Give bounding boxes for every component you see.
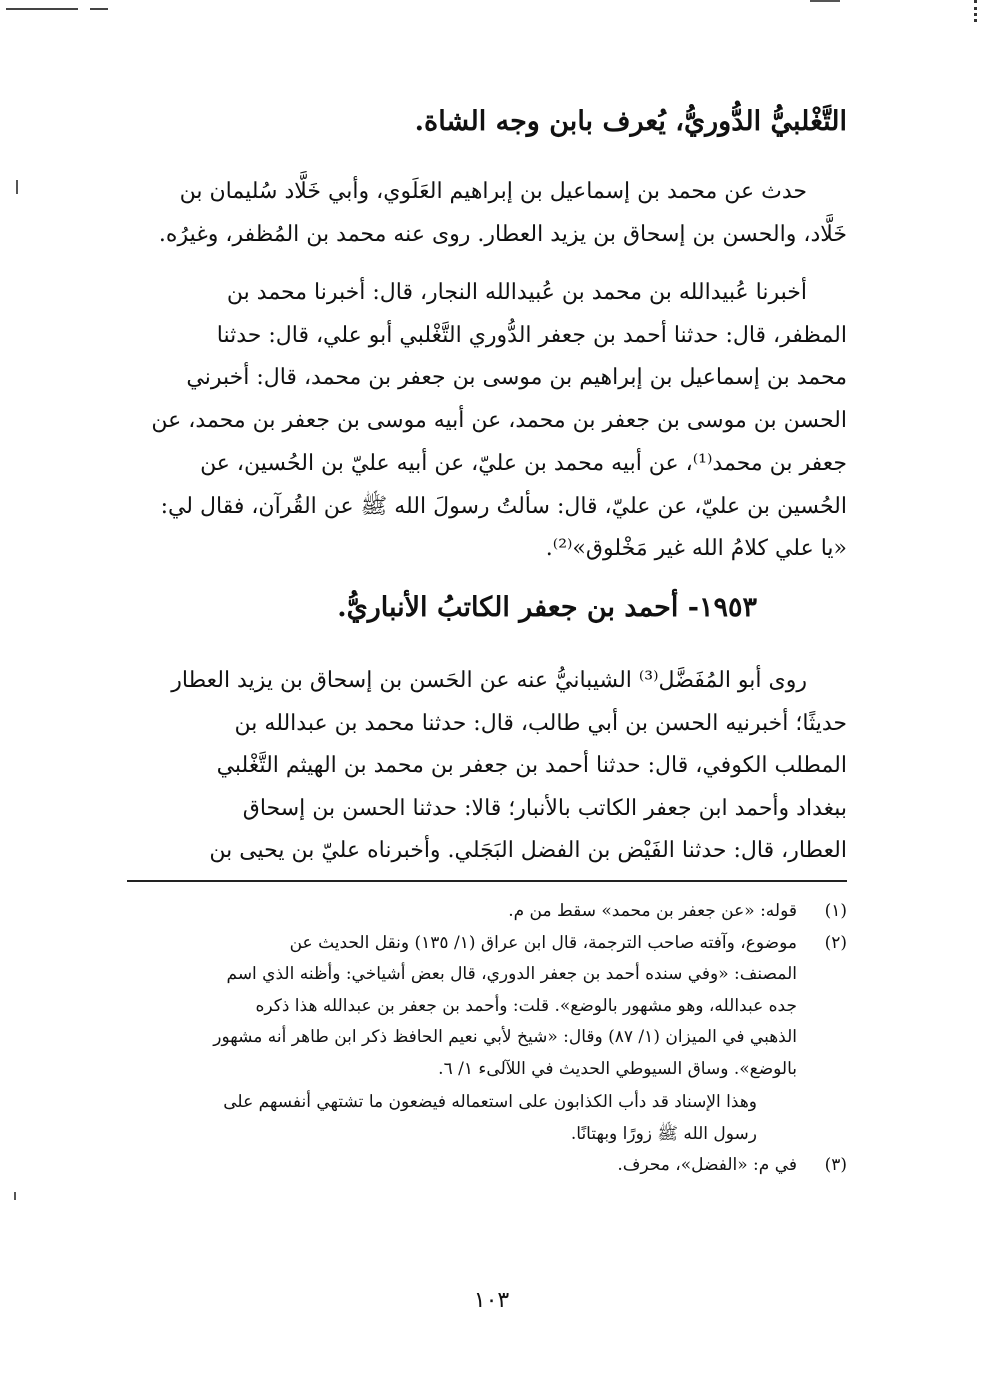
scan-artifact — [6, 8, 78, 10]
footnote-line: الذهبي في الميزان (١/ ٨٧) وقال: «شيخ لأبي نعيم الحافظ ذكر ابن طاهر أنه مشهور — [213, 1027, 797, 1047]
text-line: الحُسين بن عليّ، عن عليّ، قال: سألتُ رسولَ الله ﷺ عن القُرآن، فقال لي: — [160, 493, 847, 519]
text-line: العطار، قال: حدثنا الفَيْض بن الفضل البَجَلي. وأخبرناه عليّ بن يحيى بن — [209, 838, 847, 863]
footnotes-section — [137, 896, 847, 1182]
text-line: أخبرنا عُبيدالله بن محمد بن عُبيدالله النجار، قال: أخبرنا محمد بن — [226, 280, 807, 305]
scan-artifact — [90, 8, 108, 10]
footnote-number: (٢) — [824, 932, 847, 953]
footnote-3 — [137, 1150, 847, 1182]
footnote-number: (٣) — [824, 1155, 847, 1175]
footnote-line: قوله: «عن جعفر بن محمد» سقط من م. — [508, 901, 797, 921]
footnote-line: في م: «الفضل»، محرف. — [617, 1155, 797, 1175]
text-line: حديثًا؛ أخبرنيه الحسن بن أبي طالب، قال: حدثنا محمد بن عبدالله بن — [234, 710, 847, 736]
paragraph-entry-1953 — [137, 660, 847, 873]
text-line: جعفر بن محمد⁽¹⁾، عن أبيه محمد بن عليّ، عن أبيه عليّ بن الحُسين، عن — [200, 450, 847, 476]
footnote-line: رسول الله ﷺ زورًا وبهتانًا. — [570, 1123, 757, 1144]
text-line: ببغداد وأحمد ابن جعفر الكاتب بالأنبار؛ قالا: حدثنا الحسن بن إسحاق — [242, 795, 847, 821]
scan-artifact — [16, 180, 18, 194]
footnote-number: (١) — [824, 901, 847, 921]
text-line: «يا علي كلامُ الله غير مَخْلوق»⁽²⁾. — [545, 536, 847, 562]
footnote-2 — [137, 928, 847, 1151]
footnote-line: جده عبدالله، وهو مشهور بالوضع». قلت: وأحمد بن جعفر بن عبدالله هذا ذكره — [255, 995, 797, 1016]
footnote-divider — [127, 880, 847, 882]
entry-heading-continued: التَّغْلبيُّ الدُّوريُّ، يُعرف بابن وجه الشاة. — [414, 106, 847, 137]
entry-heading-1953: ١٩٥٣- أحمد بن جعفر الكاتبُ الأنباريُّ. — [337, 592, 757, 623]
text-line: خَلَّاد، والحسن بن إسحاق بن يزيد العطار. روى عنه محمد بن المُظفر، وغيرُه. — [158, 221, 847, 247]
text-line: المطلب الكوفي، قال: حدثنا أحمد بن جعفر بن محمد بن الهيثم التَّغْلبي — [216, 753, 847, 778]
paragraph-narrators — [137, 171, 847, 256]
footnote-line: وهذا الإسناد قد دأب الكذابون على استعماله فيضعون ما تشتهي أنفسهم على — [223, 1092, 757, 1112]
text-line: محمد بن إسماعيل بن إبراهيم بن موسى بن جعفر بن محمد، قال: أخبرني — [186, 365, 847, 391]
scan-artifact — [14, 1192, 16, 1200]
text-line: حدث عن محمد بن إسماعيل بن إبراهيم العَلَوي، وأبي خَلَّاد سُليمان بن — [179, 179, 807, 204]
paragraph-hadith-chain — [137, 272, 847, 571]
scan-artifact — [971, 0, 977, 22]
footnote-line: موضوع، وآفته صاحب الترجمة، قال ابن عراق (١/ ١٣٥) ونقل الحديث عن — [289, 932, 797, 953]
footnote-comment — [137, 1087, 797, 1150]
scan-artifact — [810, 0, 840, 2]
page-number: ١٠٣ — [473, 1288, 510, 1313]
text-line: الحسن بن موسى بن جعفر بن محمد، عن أبيه موسى بن جعفر بن محمد، عن — [151, 408, 847, 434]
text-line: المظفر، قال: حدثنا أحمد بن جعفر الدُّوري التَّغْلبي أبو علي، قال: حدثنا — [216, 322, 847, 348]
footnote-line: بالوضع». وساق السيوطي الحديث في اللآلىء ١/ ٦. — [438, 1058, 797, 1079]
text-line: روى أبو المُفَضَّل⁽³⁾ الشيبانيُّ عنه عن الحَسن بن إسحاق بن يزيد العطار — [171, 668, 807, 693]
footnote-line: المصنف: «وفي سنده أحمد بن جعفر الدوري، قال بعض أشياخي: وأظنه الذي اسم — [226, 964, 797, 984]
footnote-1 — [137, 896, 847, 928]
